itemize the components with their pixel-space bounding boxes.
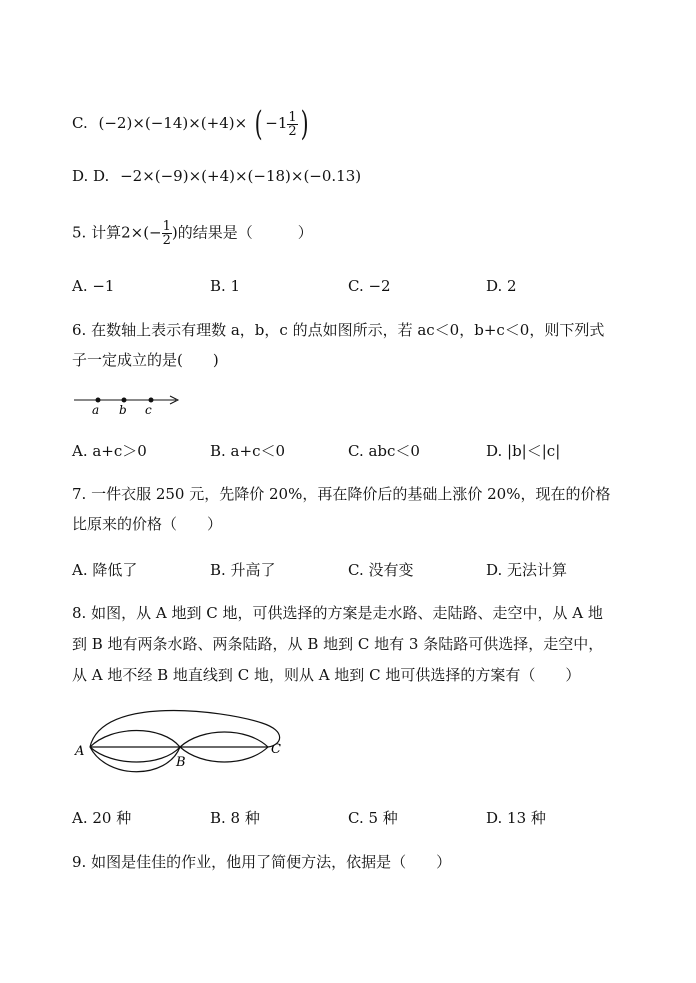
q5-fraction-denominator: 2 <box>162 233 171 248</box>
option-d-row <box>72 166 361 186</box>
q6-option-c[interactable]: C. abc＜0 <box>348 442 420 460</box>
mixed-whole: −1 <box>265 114 288 132</box>
number-line-diagram <box>72 390 192 420</box>
label-a: a <box>92 403 100 417</box>
label-c: c <box>145 403 152 417</box>
q5-fraction <box>162 220 172 247</box>
q5-fraction-numerator: 1 <box>162 219 171 234</box>
fraction-denominator: 2 <box>288 123 297 139</box>
right-paren: ) <box>300 104 309 144</box>
q5-prefix: 5. 计算 <box>72 223 122 242</box>
q7-option-d[interactable]: D. 无法计算 <box>486 561 568 579</box>
q6-line-1: 6. 在数轴上表示有理数 a，b，c 的点如图所示，若 ac＜0，b+c＜0，则下列式 <box>72 321 605 339</box>
question-5 <box>72 220 313 247</box>
q5-option-b[interactable]: B. 1 <box>210 277 241 295</box>
q5-option-a[interactable]: A. −1 <box>72 277 115 295</box>
q8-option-a[interactable]: A. 20 种 <box>72 809 132 827</box>
option-d-expression: −2×(−9)×(+4)×(−18)×(−0.13) <box>120 167 362 185</box>
point-b <box>122 398 127 403</box>
q8-option-b[interactable]: B. 8 种 <box>210 809 260 827</box>
option-c-label: C. <box>72 114 88 132</box>
q8-option-d[interactable]: D. 13 种 <box>486 809 546 827</box>
q5-expr-pre: 2×(− <box>121 223 162 242</box>
fraction <box>287 111 297 138</box>
node-a-label: A <box>75 744 85 759</box>
q8-line-1: 8. 如图，从 A 地到 C 地，可供选择的方案是走水路、走陆路、走空中，从 A 地 <box>72 604 603 622</box>
q7-option-a[interactable]: A. 降低了 <box>72 561 138 579</box>
q6-line-2: 子一定成立的是( ) <box>72 351 219 369</box>
node-c-label: C <box>271 742 281 757</box>
q5-expr-post: )的结果是（ ） <box>171 223 313 242</box>
route-bc-2 <box>180 732 268 747</box>
route-ab-2 <box>90 731 180 748</box>
route-diagram <box>72 705 292 780</box>
point-a <box>96 398 101 403</box>
node-b-label: B <box>176 755 186 770</box>
route-ab-3 <box>90 747 180 762</box>
q9-line-1: 9. 如图是佳佳的作业，他用了简便方法，依据是（ ） <box>72 853 452 871</box>
left-paren: ( <box>254 104 263 144</box>
q7-option-c[interactable]: C. 没有变 <box>348 561 414 579</box>
q8-line-2: 到 B 地有两条水路、两条陆路，从 B 地到 C 地有 3 条陆路可供选择，走空中， <box>72 635 604 653</box>
q6-option-b[interactable]: B. a+c＜0 <box>210 442 286 460</box>
q5-option-c[interactable]: C. −2 <box>348 277 391 295</box>
route-bc-3 <box>180 747 268 762</box>
route-ab-4 <box>90 747 180 772</box>
fraction-numerator: 1 <box>288 109 297 125</box>
option-c-expression: (−2)×(−14)×(+4)× <box>98 114 248 132</box>
q8-option-c[interactable]: C. 5 种 <box>348 809 398 827</box>
label-b: b <box>119 403 127 417</box>
q8-line-3: 从 A 地不经 B 地直线到 C 地，则从 A 地到 C 地可供选择的方案有（ ） <box>72 666 581 684</box>
air-route <box>90 711 280 747</box>
q5-option-d[interactable]: D. 2 <box>486 277 517 295</box>
q6-option-a[interactable]: A. a+c＞0 <box>72 442 147 460</box>
option-d-label: D. D. <box>72 167 110 185</box>
q7-option-b[interactable]: B. 升高了 <box>210 561 276 579</box>
option-c-row <box>72 104 311 144</box>
q6-option-d[interactable]: D. |b|＜|c| <box>486 442 561 460</box>
q7-line-1: 7. 一件衣服 250 元，先降价 20%，再在降价后的基础上涨价 20%，现在的价格 <box>72 485 611 503</box>
point-c <box>149 398 154 403</box>
q7-line-2: 比原来的价格（ ） <box>72 515 223 533</box>
